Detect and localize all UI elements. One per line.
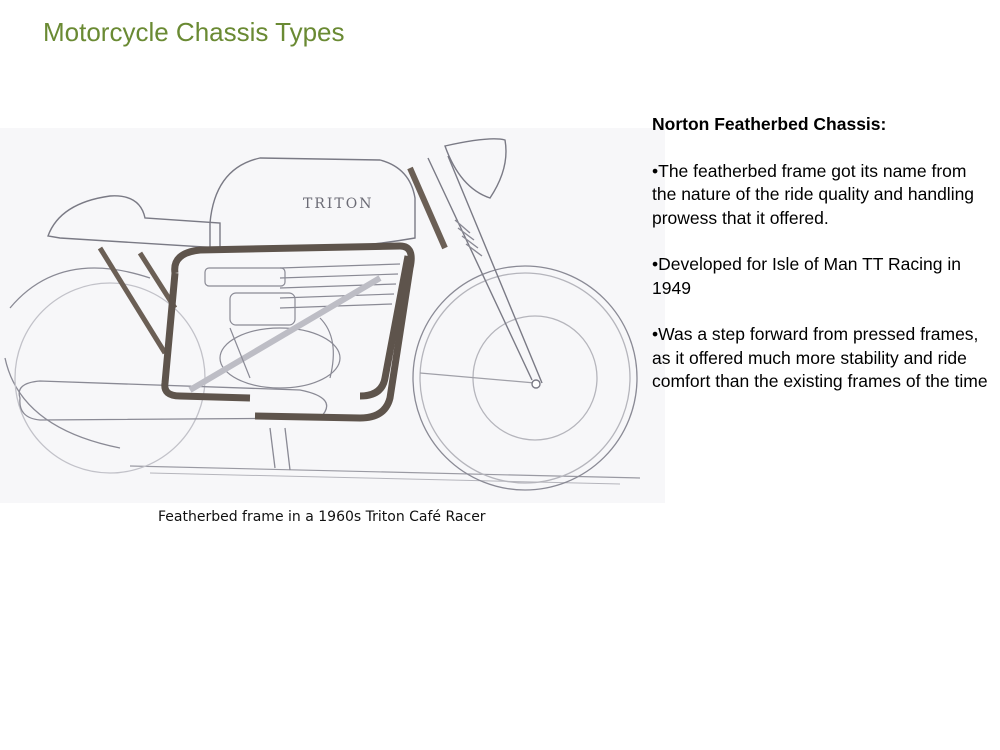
bullet-improvement: •Was a step forward from pressed frames, as it offered much more stability and ride comfort than the existing frames of the time	[652, 324, 988, 391]
tank-badge: TRITON	[303, 196, 374, 212]
bullet-development: •Developed for Isle of Man TT Racing in 1949	[652, 254, 961, 298]
panel-heading: Norton Featherbed Chassis:	[652, 114, 887, 134]
slide-title: Motorcycle Chassis Types	[43, 17, 345, 47]
motorcycle-sketch	[0, 128, 665, 503]
figure-caption: Featherbed frame in a 1960s Triton Café Racer	[158, 509, 486, 525]
bullet-name-origin: •The featherbed frame got its name from the nature of the ride quality and handling prowess that it offered.	[652, 160, 975, 228]
sketch-background	[0, 128, 665, 503]
chassis-description-panel	[652, 113, 992, 417]
